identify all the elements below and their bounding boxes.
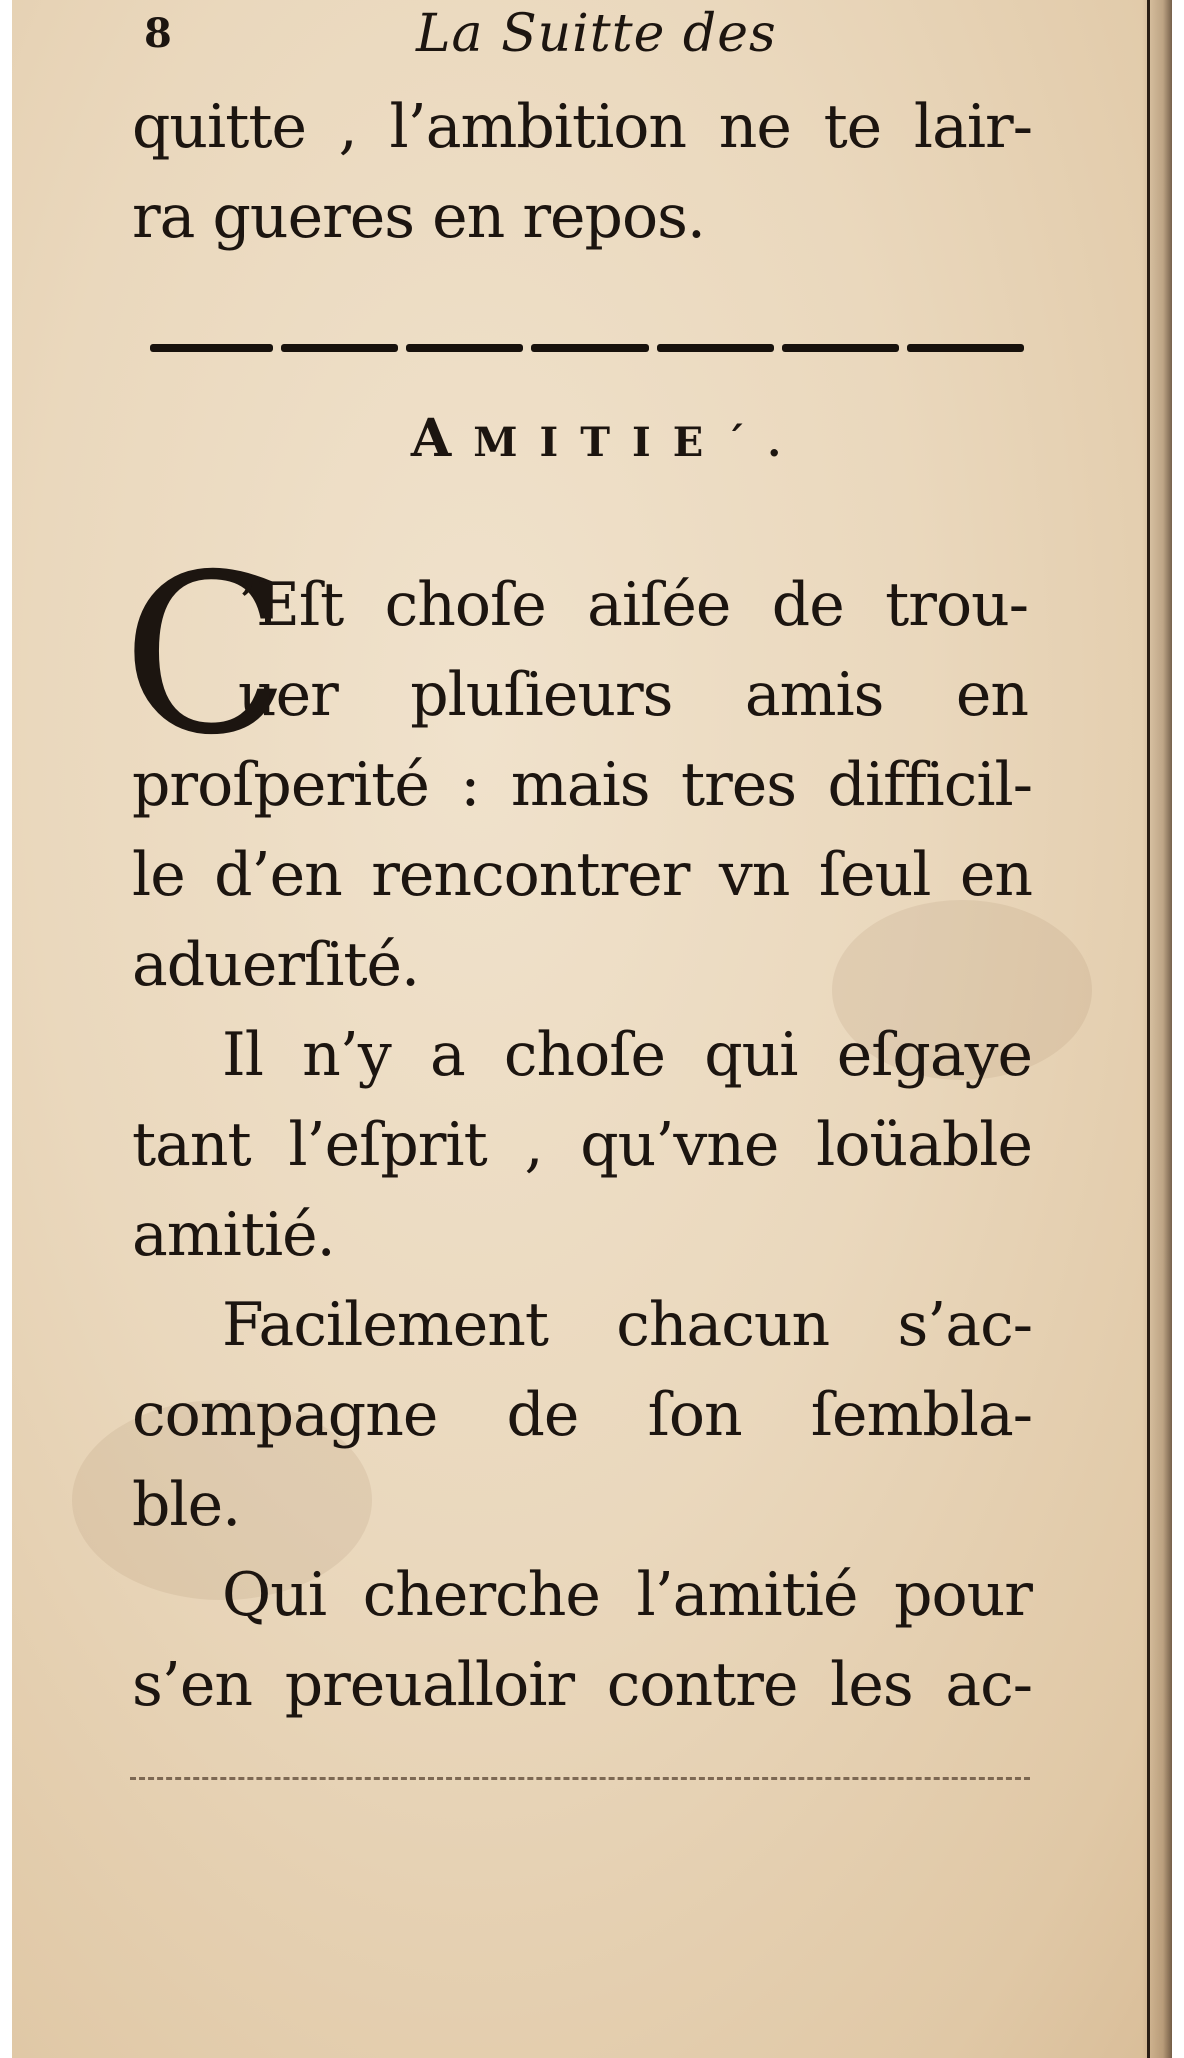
text-line: Qui cherche l’amitié pour (222, 1560, 1032, 1630)
text-line: ble. (132, 1470, 241, 1540)
intro-text (132, 82, 1032, 262)
text-line: aduerſité. (132, 930, 420, 1000)
heading-initial: A (410, 408, 474, 469)
drop-cap-lines (238, 560, 1028, 740)
text-line: amitié. (132, 1200, 335, 1270)
paragraph-1 (132, 740, 1032, 1010)
catchword-rule (130, 1777, 1030, 1780)
ornamental-rule (150, 340, 1024, 358)
text-line: Il n’y a choſe qui eſgaye (222, 1020, 1032, 1090)
text-line: ’Eſt choſe aiſée de trou- (238, 570, 1028, 640)
text-line: Facilement chacun s’ac- (222, 1290, 1032, 1360)
text-line: proſperité : mais tres difficil- (132, 750, 1032, 820)
text-line: ra gueres en repos. (132, 182, 705, 252)
drop-cap: C (122, 527, 291, 783)
section-heading (12, 408, 1172, 469)
text-line: uer pluſieurs amis en (238, 660, 1028, 730)
paragraph-3 (132, 1280, 1032, 1550)
text-line: compagne de ſon ſembla- (132, 1380, 1032, 1450)
running-head (144, 4, 1024, 74)
page-edge (1147, 0, 1150, 2058)
text-line: s’en preualloir contre les ac- (132, 1650, 1032, 1720)
text-line: le d’en rencontrer vn ſeul en (132, 840, 1032, 910)
paragraph-2 (132, 1010, 1032, 1280)
heading-rest: MITIE´. (473, 419, 804, 466)
paragraph-4 (132, 1550, 1032, 1730)
page-number: 8 (144, 10, 172, 57)
book-page (12, 0, 1172, 2058)
running-head-title: La Suitte des (416, 4, 777, 64)
text-line: quitte , l’ambition ne te lair- (132, 92, 1032, 162)
text-line: tant l’eſprit , qu’vne loüable (132, 1110, 1032, 1180)
